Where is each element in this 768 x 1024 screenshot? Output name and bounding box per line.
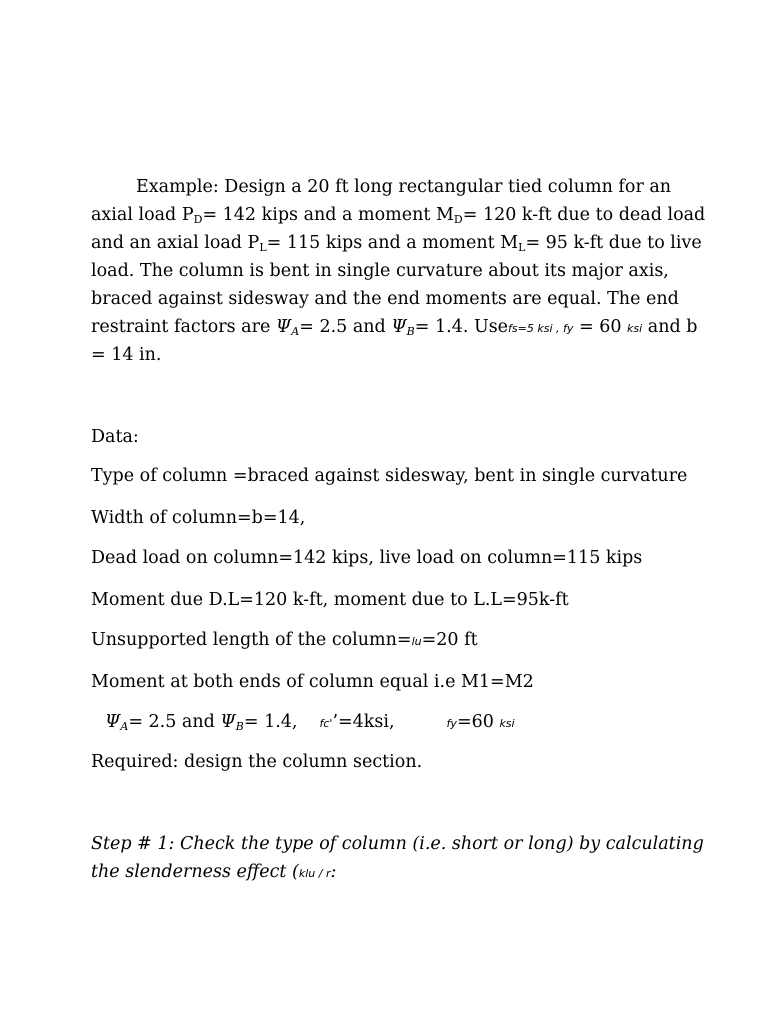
example-line-3: and an axial load $P_L= 115$ kips and a moment $M_L= 95$ k-ft due to live: [91, 233, 702, 254]
example-line-7: = 14 in.: [91, 345, 162, 365]
data-moments: Moment due D.L=120 k-ft, moment due to L.L=95k-ft: [91, 590, 569, 610]
step1-line-1: Step # 1: Check the type of column (i.e. short or long) by calculating: [91, 834, 704, 854]
example-line-4: load. The column is bent in single curvature about its major axis,: [91, 261, 669, 281]
data-parameters: $\Psi_A= 2.5$ and $\Psi_B= 1.4$, fc'’=4ksi, fy=60 ksi: [105, 712, 515, 733]
example-line-5: braced against sidesway and the end moments are equal. The end: [91, 289, 679, 309]
data-unsupported-length: Unsupported length of the column=lu=20 ft: [91, 630, 478, 650]
data-column-type: Type of column =braced against sidesway, bent in single curvature: [91, 466, 688, 486]
data-column-width: Width of column=b=14,: [91, 508, 306, 528]
example-line-6: restraint factors are $\Psi_A= 2.5$ and $\Psi_B= 1.4$. Usefs=5 ksi , fy = 60 ksi and b: [91, 317, 698, 338]
step1-line-2: the slenderness effect (klu / r:: [91, 862, 337, 882]
data-end-moments: Moment at both ends of column equal i.e M1=M2: [91, 672, 534, 692]
example-line-1: Example: Design a 20 ft long rectangular tied column for an: [136, 177, 672, 197]
data-required: Required: design the column section.: [91, 752, 423, 772]
example-line-2: axial load $P_D= 142$ kips and a moment $M_D= 120$ k-ft due to dead load: [91, 205, 706, 226]
data-loads: Dead load on column=142 kips, live load on column=115 kips: [91, 548, 643, 568]
data-heading: Data:: [91, 427, 139, 447]
